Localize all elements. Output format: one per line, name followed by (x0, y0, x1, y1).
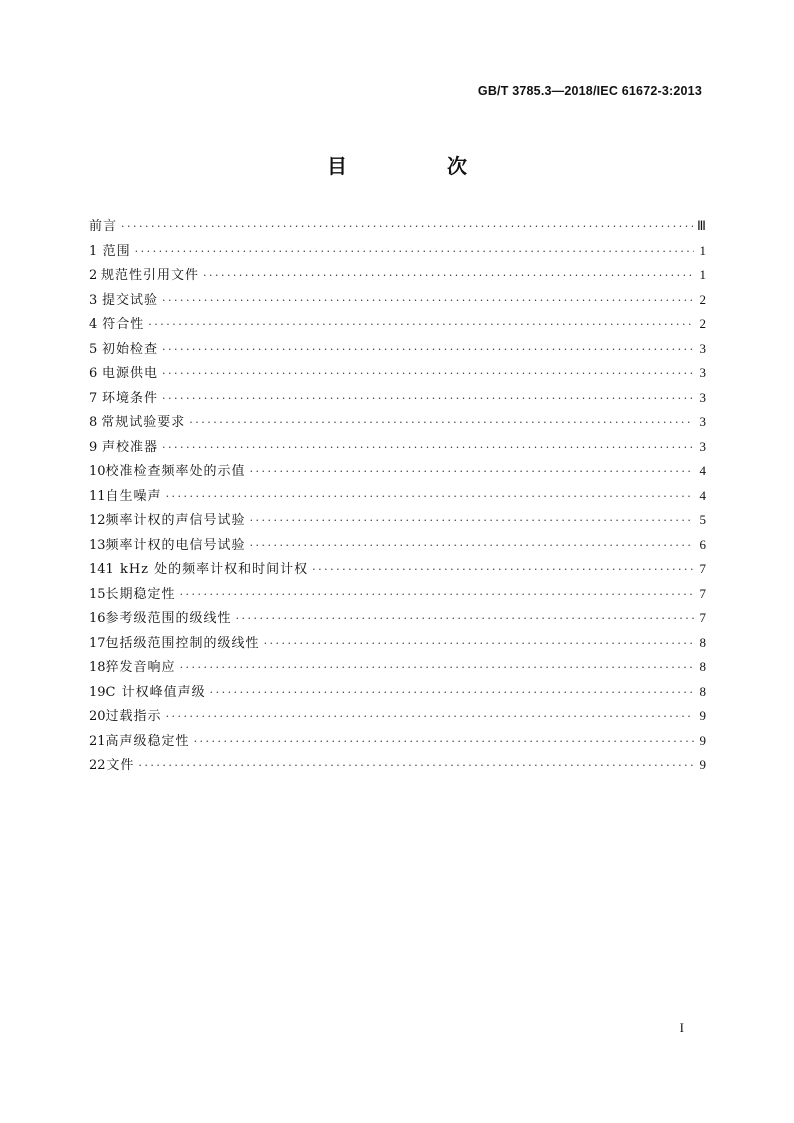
toc-entry[interactable] (89, 606, 706, 631)
toc-entry-page: Ⅲ (697, 218, 706, 233)
toc-dot-leader (312, 558, 694, 583)
toc-entry-label: 长期稳定性 (105, 586, 176, 602)
toc-entry-number: 21 (89, 733, 106, 749)
toc-entry[interactable] (89, 484, 706, 509)
toc-entry-label: 频率计权的电信号试验 (105, 537, 246, 553)
toc-entry-number: 9 (89, 439, 98, 455)
toc-entry-number: 12 (89, 513, 106, 528)
toc-entry-page: 7 (699, 561, 706, 576)
page-title: 目 次 (327, 154, 507, 178)
toc-dot-leader (189, 411, 694, 436)
toc-entry-page: 9 (699, 708, 706, 723)
toc-entry[interactable] (89, 557, 706, 582)
toc-entry[interactable] (89, 729, 706, 754)
toc-dot-leader (162, 338, 694, 363)
toc-dot-leader (148, 313, 694, 338)
toc-entry-page: 1 (699, 267, 706, 282)
toc-entry-number: 8 (89, 415, 98, 430)
toc-entry-page: 9 (699, 757, 706, 772)
toc-entry-number: 20 (89, 709, 106, 724)
toc-entry-label: 环境条件 (101, 390, 158, 406)
toc-entry-label: 提交试验 (101, 292, 158, 308)
table-of-contents (89, 214, 706, 778)
toc-entry-label: 前言 (89, 219, 118, 234)
toc-entry[interactable] (89, 631, 706, 656)
toc-dot-leader (162, 362, 694, 387)
toc-entry-page: 4 (699, 487, 706, 503)
toc-entry-page: 2 (699, 291, 706, 307)
toc-entry[interactable] (89, 312, 706, 337)
toc-dot-leader (166, 705, 694, 730)
toc-entry-number: 5 (89, 341, 98, 357)
toc-entry-label: 常规试验要求 (101, 415, 186, 430)
toc-entry-number: 3 (89, 292, 98, 308)
toc-entry-label: 频率计权的声信号试验 (105, 513, 246, 528)
toc-entry-page: 3 (699, 414, 706, 429)
toc-entry-page: 8 (699, 634, 706, 650)
toc-entry[interactable] (89, 533, 706, 558)
toc-entry-number: 2 (89, 268, 98, 283)
toc-entry-page: 3 (699, 340, 706, 356)
toc-entry-label: 电源供电 (101, 366, 158, 381)
toc-entry-label: 高声级稳定性 (105, 733, 190, 749)
toc-entry-number: 15 (89, 586, 106, 602)
toc-entry[interactable] (89, 386, 706, 411)
toc-entry-label: 规范性引用文件 (100, 268, 199, 283)
toc-entry-number: 19 (89, 684, 106, 700)
toc-dot-leader (250, 534, 694, 559)
toc-entry[interactable] (89, 704, 706, 729)
toc-dot-leader (121, 215, 693, 240)
toc-entry[interactable] (89, 459, 706, 484)
toc-entry-page: 3 (699, 389, 706, 405)
toc-entry-label: 自生噪声 (105, 488, 162, 504)
toc-entry[interactable] (89, 337, 706, 362)
toc-dot-leader (210, 681, 694, 706)
toc-entry-number: 13 (89, 537, 106, 553)
toc-dot-leader (250, 460, 694, 485)
toc-dot-leader (180, 583, 694, 608)
toc-entry-number: 4 (89, 317, 98, 332)
toc-entry-number: 16 (89, 611, 106, 626)
page-number: I (679, 1020, 684, 1035)
toc-entry[interactable] (89, 214, 706, 239)
toc-entry[interactable] (89, 753, 706, 778)
toc-entry-page: 7 (699, 610, 706, 625)
toc-entry-label: 校准检查频率处的示值 (105, 464, 246, 479)
toc-dot-leader (162, 289, 694, 314)
toc-entry-page: 8 (699, 659, 706, 674)
toc-entry-label: 包括级范围控制的级线性 (105, 635, 260, 651)
toc-entry-page: 6 (699, 536, 706, 552)
toc-dot-leader (194, 730, 694, 755)
toc-entry-page: 5 (699, 512, 706, 527)
toc-entry-label: 1 kHz 处的频率计权和时间计权 (105, 562, 309, 577)
toc-entry-number: 6 (89, 366, 98, 381)
toc-entry-label: 参考级范围的级线性 (105, 611, 232, 626)
toc-entry-page: 3 (699, 438, 706, 454)
toc-entry-label: 范围 (102, 243, 131, 259)
toc-entry-number: 7 (89, 390, 98, 406)
toc-entry-page: 7 (699, 585, 706, 601)
toc-entry[interactable] (89, 239, 706, 264)
toc-entry-number: 17 (89, 635, 106, 651)
toc-entry-label: 初始检查 (101, 341, 158, 357)
toc-dot-leader (236, 607, 694, 632)
toc-entry[interactable] (89, 582, 706, 607)
toc-entry-number: 11 (89, 488, 106, 504)
toc-dot-leader (166, 485, 694, 510)
toc-dot-leader (138, 754, 694, 779)
standard-code: GB/T 3785.3—2018/IEC 61672-3:2013 (477, 84, 702, 98)
toc-entry-label: 猝发音响应 (105, 660, 176, 675)
toc-entry-page: 8 (699, 683, 706, 699)
toc-entry-number: 10 (89, 464, 106, 479)
toc-dot-leader (203, 264, 694, 289)
toc-entry-number: 22 (89, 758, 106, 773)
toc-entry[interactable] (89, 263, 706, 288)
toc-entry-label: 文件 (106, 758, 135, 773)
toc-dot-leader (135, 240, 694, 265)
toc-entry-page: 9 (699, 732, 706, 748)
toc-entry[interactable] (89, 288, 706, 313)
toc-dot-leader (250, 509, 694, 534)
toc-entry-number: 1 (89, 243, 98, 259)
toc-entry-label: C 计权峰值声级 (105, 684, 206, 700)
toc-entry[interactable] (89, 435, 706, 460)
toc-entry-label: 符合性 (102, 317, 145, 332)
toc-entry-number: 18 (89, 660, 106, 675)
toc-entry[interactable] (89, 508, 706, 533)
toc-entry[interactable] (89, 410, 706, 435)
toc-entry[interactable] (89, 655, 706, 680)
toc-dot-leader (180, 656, 694, 681)
toc-dot-leader (162, 436, 694, 461)
toc-entry-number: 14 (89, 562, 106, 577)
toc-entry-page: 1 (699, 242, 706, 258)
toc-entry-page: 4 (699, 463, 706, 478)
toc-entry-label: 过载指示 (105, 709, 162, 724)
toc-entry-page: 3 (699, 365, 706, 380)
toc-entry[interactable] (89, 361, 706, 386)
toc-dot-leader (264, 632, 694, 657)
toc-entry-page: 2 (699, 316, 706, 331)
toc-entry[interactable] (89, 680, 706, 705)
toc-entry-label: 声校准器 (101, 439, 158, 455)
toc-dot-leader (162, 387, 694, 412)
